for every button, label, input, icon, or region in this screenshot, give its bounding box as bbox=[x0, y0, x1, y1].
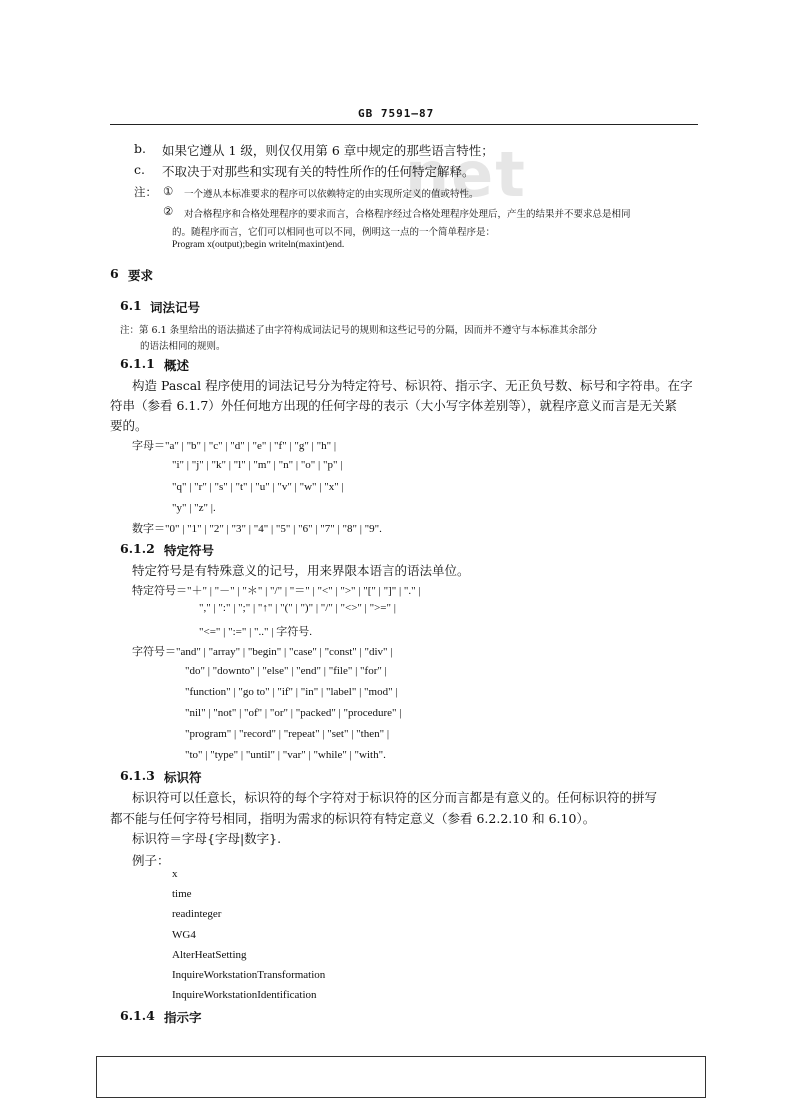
overview-paragraph-line-2: 符串（参看 6.1.7）外任何地方出现的任何字母的表示（大小写字体差别等），就程序意义而言是无关紧 bbox=[110, 398, 678, 413]
item-c-mark: c. bbox=[134, 162, 145, 177]
watermark: net bbox=[405, 138, 527, 211]
section-6-1-note-line-1: 注：第 6.1 条里给出的语法描述了由字符构成词法记号的规则和这些记号的分隔，因而并不遵守与本标准其余部分 bbox=[120, 325, 598, 336]
item-c-text: 不取决于对那些和实现有关的特性所作的任何特定解释。 bbox=[162, 164, 475, 179]
identifier-example: x bbox=[172, 868, 178, 880]
word-symbol-rule-line: "do" | "downto" | "else" | "end" | "file" | "for" | bbox=[185, 665, 387, 677]
letter-rule-line: "y" | "z" |. bbox=[172, 502, 216, 514]
bottom-frame bbox=[96, 1056, 706, 1098]
note-label: 注： bbox=[134, 185, 157, 199]
digit-rule: 数字＝"0" | "1" | "2" | "3" | "4" | "5" | "6" | "7" | "8" | "9". bbox=[132, 523, 382, 535]
note-1-number: ① bbox=[163, 184, 174, 198]
section-6-title: 要求 bbox=[128, 268, 154, 283]
header-rule bbox=[110, 124, 698, 125]
section-6-1-1-number: 6.1.1 bbox=[120, 356, 155, 371]
word-symbol-rule-line: "program" | "record" | "repeat" | "set" | "then" | bbox=[185, 728, 390, 740]
word-symbol-rule-line: 字符号＝"and" | "array" | "begin" | "case" | "const" | "div" | bbox=[132, 646, 393, 658]
note-2-line-2: 的。随程序而言，它们可以相同也可以不同，例明这一点的一个简单程序是： bbox=[172, 227, 496, 238]
letter-rule-line: "q" | "r" | "s" | "t" | "u" | "v" | "w" | "x" | bbox=[172, 481, 344, 493]
special-symbol-rule-line: 特定符号＝"＋" | "－" | "＊" | "/" | "＝" | "<" | ">" | "[" | "]" | "." | bbox=[132, 585, 421, 597]
identifier-example: WG4 bbox=[172, 929, 196, 941]
special-symbol-rule-line: "<=" | ":=" | ".." | 字符号. bbox=[199, 626, 312, 638]
section-6-number: 6 bbox=[110, 266, 119, 281]
identifier-paragraph-line-1: 标识符可以任意长，标识符的每个字符对于标识符的区分而言都是有意义的。任何标识符的拼写 bbox=[132, 790, 658, 805]
identifier-example: InquireWorkstationTransformation bbox=[172, 969, 326, 981]
word-symbol-rule-line: "nil" | "not" | "of" | "or" | "packed" | "procedure" | bbox=[185, 707, 402, 719]
identifier-example: readinteger bbox=[172, 908, 222, 920]
identifier-example: InquireWorkstationIdentification bbox=[172, 989, 317, 1001]
item-b-text: 如果它遵从 1 级，则仅仅用第 6 章中规定的那些语言特性； bbox=[162, 143, 494, 158]
word-symbol-rule-line: "to" | "type" | "until" | "var" | "while" | "with". bbox=[185, 749, 386, 761]
identifier-rule: 标识符＝字母{字母|数字}. bbox=[132, 831, 282, 846]
section-6-1-title: 词法记号 bbox=[150, 300, 201, 315]
overview-paragraph-line-1: 构造 Pascal 程序使用的词法记号分为特定符号、标识符、指示字、无正负号数、标号和字符串。在字 bbox=[132, 378, 693, 393]
section-6-1-4-title: 指示字 bbox=[164, 1010, 202, 1025]
note-2-line-1: 对合格程序和合格处理程序的要求而言，合格程序经过合格处理程序处理后，产生的结果并不要求总是相同 bbox=[184, 209, 631, 220]
sample-program: Program x(output);begin writeln(maxint)end. bbox=[172, 240, 345, 250]
section-6-1-3-number: 6.1.3 bbox=[120, 768, 155, 783]
standard-number: GB 7591—87 bbox=[358, 107, 435, 120]
special-symbols-intro: 特定符号是有特殊意义的记号，用来界限本语言的语法单位。 bbox=[132, 563, 470, 578]
section-6-1-2-title: 特定符号 bbox=[164, 543, 215, 558]
identifier-paragraph-line-2: 都不能与任何字符号相同，指明为需求的标识符有特定意义（参看 6.2.2.10 和 6.10）。 bbox=[110, 811, 596, 826]
section-6-1-1-title: 概述 bbox=[164, 358, 190, 373]
section-6-1-2-number: 6.1.2 bbox=[120, 541, 155, 556]
letter-rule-line: "i" | "j" | "k" | "l" | "m" | "n" | "o" | "p" | bbox=[172, 459, 343, 471]
letter-rule-line: 字母＝"a" | "b" | "c" | "d" | "e" | "f" | "g" | "h" | bbox=[132, 440, 337, 452]
examples-label: 例子： bbox=[132, 853, 170, 868]
identifier-example: AlterHeatSetting bbox=[172, 949, 247, 961]
note-2-number: ② bbox=[163, 204, 174, 218]
section-6-1-4-number: 6.1.4 bbox=[120, 1008, 155, 1023]
overview-paragraph-line-3: 要的。 bbox=[110, 418, 148, 433]
item-b-mark: b. bbox=[134, 141, 146, 156]
section-6-1-number: 6.1 bbox=[120, 298, 142, 313]
special-symbol-rule-line: "," | ":" | ";" | "↑" | "(" | ")" | "/" | "<>" | ">=" | bbox=[199, 602, 396, 614]
identifier-example: time bbox=[172, 888, 192, 900]
word-symbol-rule-line: "function" | "go to" | "if" | "in" | "label" | "mod" | bbox=[185, 686, 398, 698]
note-1-text: 一个遵从本标准要求的程序可以依赖特定的由实现所定义的值或特性。 bbox=[184, 189, 479, 200]
section-6-1-note-line-2: 的语法相同的规则。 bbox=[140, 341, 226, 352]
section-6-1-3-title: 标识符 bbox=[164, 770, 202, 785]
